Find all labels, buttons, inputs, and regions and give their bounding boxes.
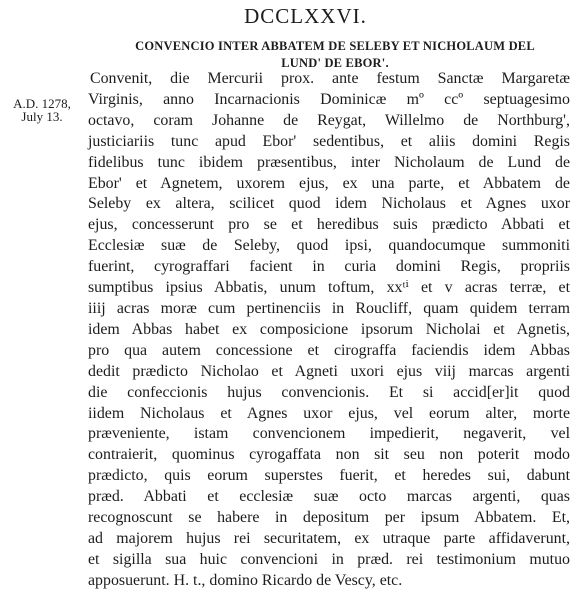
body-line: recognoscunt se habere in depositum per ipsum Abbatem. Et, bbox=[88, 509, 570, 527]
body-line: octavo, coram Johanne de Reygat, Willelmo de Northburg', bbox=[88, 111, 570, 129]
body-line: idem Abbas habet ex composicione ipsorum Nicholai et Agnetis, bbox=[88, 320, 570, 338]
body-line: sumptibus ipsius Abbatis, unum toftum, xxᵗⁱ et v acras terræ, et bbox=[88, 279, 570, 297]
heading-line: LUND' DE EBOR'. bbox=[281, 56, 389, 70]
margin-date-year: A.D. 1278, bbox=[13, 96, 71, 111]
document-number: DCCLXXVI. bbox=[244, 4, 367, 28]
body-line: ad majorem hujus rei securitatem, ex utraque parte affidaverunt, bbox=[88, 529, 570, 547]
body-line: præd. Abbati et ecclesiæ suæ octo marcas argenti, quas bbox=[88, 488, 570, 506]
body-line: præveniente, istam convencionem impedierit, negaverit, vel bbox=[88, 425, 570, 443]
body-line: fuerint, cyrograffari facient in curia domini Regis, propriis bbox=[88, 258, 570, 276]
document-body bbox=[88, 69, 570, 592]
body-line: ejus, concesserunt pro se et heredibus suis prædicto Abbati et bbox=[88, 216, 570, 234]
body-line: contraierit, quominus cyrogaffata non sit seu non poterit modo bbox=[88, 446, 570, 464]
document-heading bbox=[100, 38, 570, 72]
margin-date-day: July 13. bbox=[21, 109, 63, 124]
body-line: die confeccionis hujus convencionis. Et si accid[er]it quod bbox=[88, 383, 570, 401]
body-line: iiij acras moræ cum pertinenciis in Roucliff, quam quidem terram bbox=[88, 299, 570, 317]
body-line: iidem Nicholaus et Agnes uxor ejus, vel eorum alter, morte bbox=[88, 404, 570, 422]
heading-line: CONVENCIO INTER ABBATEM DE SELEBY ET NICHOLAUM DEL bbox=[135, 39, 535, 53]
body-line: Virginis, anno Incarnacionis Dominicæ mº ccº septuagesimo bbox=[88, 90, 570, 108]
body-line: justiciariis tunc apud Ebor' sedentibus, et aliis domini Regis bbox=[88, 132, 570, 150]
body-line: Convenit, die Mercurii prox. ante festum Sanctæ Margaretæ bbox=[90, 70, 570, 87]
body-line: dedit prædicto Nicholao et Agneti uxori ejus viij marcas argenti bbox=[88, 362, 570, 380]
body-line: Ecclesiæ suæ de Seleby, quod ipsi, quandocumque summoniti bbox=[88, 237, 570, 255]
margin-date-note bbox=[2, 97, 82, 123]
body-line: apposuerunt. H. t., domino Ricardo de Vescy, etc. bbox=[88, 571, 403, 589]
body-line: Ebor' et Agnetem, uxorem ejus, ex una parte, et Abbatem de bbox=[88, 174, 570, 192]
body-line: pro qua autem concessione et cirograffa faciendis idem Abbas bbox=[88, 341, 570, 359]
body-line: prædicto, quis eorum superstes fuerit, et heredes sui, dabunt bbox=[88, 467, 570, 485]
body-line: et sigilla sua huic convencioni in præd. rei testimonium mutuo bbox=[88, 550, 570, 568]
body-line: fidelibus tunc ibidem præsentibus, inter Nicholaum de Lund de bbox=[88, 153, 570, 171]
body-line: Seleby ex altera, scilicet quod idem Nicholaus et Agnes uxor bbox=[88, 195, 570, 213]
